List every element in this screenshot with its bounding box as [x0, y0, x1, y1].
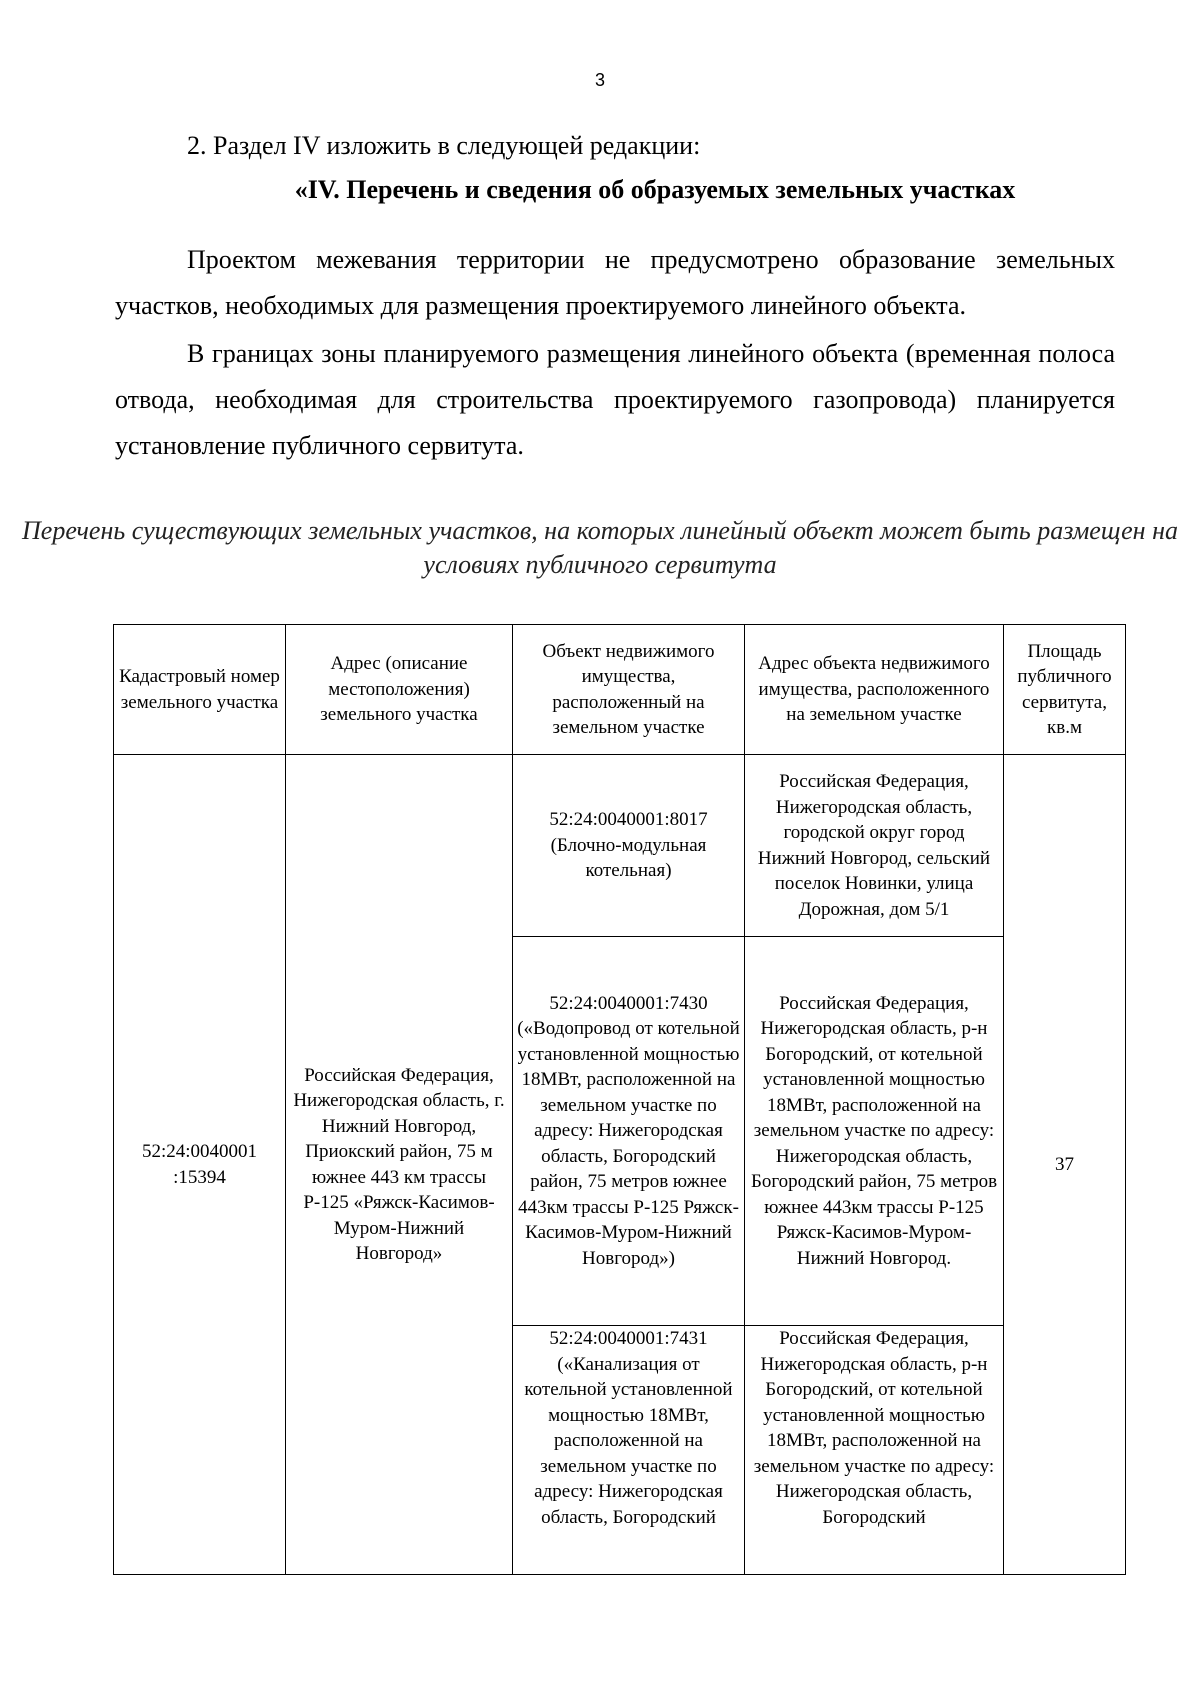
header-object-address: Адрес объекта недвижимого имущества, расположенного на земельном участке	[745, 625, 1004, 755]
cell-parcel-number: 52:24:0040001 :15394	[114, 755, 286, 1575]
cell-object-address: Российская Федерация, Нижегородская область, р-н Богородский, от котельной установленной мощностью 18МВт, расположенной на земельном участке по адресу: Нижегородская область, Богородский	[745, 1326, 1004, 1575]
cell-object: 52:24:0040001:8017 (Блочно-модульная котельная)	[513, 755, 745, 937]
section-heading: «IV. Перечень и сведения об образуемых земельных участках	[294, 175, 1016, 204]
paragraph-servitude: В границах зоны планируемого размещения линейного объекта (временная полоса отвода, необходимая для строительства проектируемого газопровода) планируется установление публичного сервитута.	[115, 339, 1115, 460]
cell-object: 52:24:0040001:7431 («Канализация от котельной установленной мощностью 18МВт, расположенной на земельном участке по адресу: Нижегородская область, Богородский	[513, 1326, 745, 1575]
table-header-row	[114, 625, 1126, 755]
header-property-object: Объект недвижимого имущества, расположенный на земельном участке	[513, 625, 745, 755]
table-caption: Перечень существующих земельных участков, на которых линейный объект может быть размещен на условиях публичного сервитута	[22, 516, 1178, 579]
header-servitude-area: Площадь публичного сервитута, кв.м	[1004, 625, 1126, 755]
table-row	[114, 755, 1126, 937]
header-parcel-address: Адрес (описание местоположения) земельного участка	[286, 625, 513, 755]
header-cadastral-number: Кадастровый номер земельного участка	[114, 625, 286, 755]
cell-parcel-address: Российская Федерация, Нижегородская область, г. Нижний Новгород, Приокский район, 75 м южнее 443 км трассы Р-125 «Ряжск-Касимов-Муром-Нижний Новгород»	[286, 755, 513, 1575]
page-number: 3	[594, 70, 605, 90]
paragraph-amendment: 2. Раздел IV изложить в следующей редакции:	[187, 131, 701, 160]
cell-object-address: Российская Федерация, Нижегородская область, р-н Богородский, от котельной установленной мощностью 18МВт, расположенной на земельном участке по адресу: Нижегородская область, Богородский район, 75 метров южнее 443км трассы Р-125 Ряжск-Касимов-Муром-Нижний Новгород.	[745, 937, 1004, 1326]
parcels-table	[113, 624, 1126, 1575]
cell-servitude-area: 37	[1004, 755, 1126, 1575]
cell-object-address: Российская Федерация, Нижегородская область, городской округ город Нижний Новгород, сельский поселок Новинки, улица Дорожная, дом 5/1	[745, 755, 1004, 937]
paragraph-no-formation: Проектом межевания территории не предусмотрено образование земельных участков, необходимых для размещения проектируемого линейного объекта.	[115, 245, 1115, 320]
cell-object: 52:24:0040001:7430 («Водопровод от котельной установленной мощностью 18МВт, расположенной на земельном участке по адресу: Нижегородская область, Богородский район, 75 метров южнее 443км трассы Р-125 Ряжск-Касимов-Муром-Нижний Новгород»)	[513, 937, 745, 1326]
